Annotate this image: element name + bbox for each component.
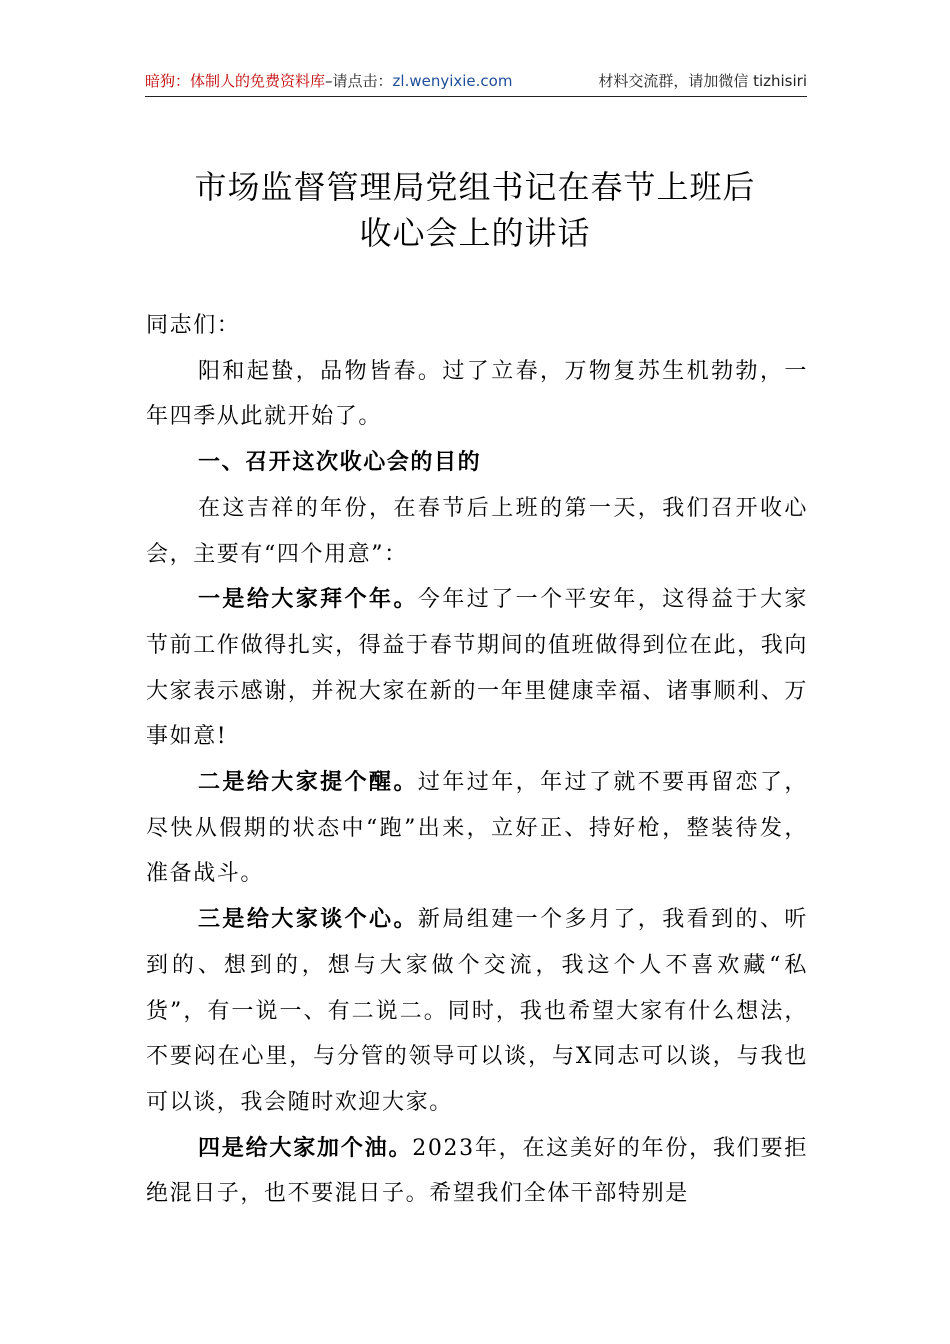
paragraph-opening: 阳和起蛰，品物皆春。过了立春，万物复苏生机勃勃，一年四季从此就开始了。 xyxy=(146,358,808,430)
document-title xyxy=(0,164,950,256)
title-line-2: 收心会上的讲话 xyxy=(359,214,591,252)
item-1-text: 今年过了一个平安年，这得益于大家节前工作做得扎实，得益于春节期间的值班做得到位在此，我向大家表示感谢，并祝大家在新的一年里健康幸福、诸事顺利、万事如意! xyxy=(146,587,808,750)
header-url-link[interactable]: zl.wenyixie.com xyxy=(392,72,513,90)
header-wechat-note: 材料交流群，请加微信 tizhisiri xyxy=(598,72,807,90)
item-3-text: 新局组建一个多月了，我看到的、听到的、想到的，想与大家做个交流，我这个人不喜欢藏“私货”，有一说一、有二说二。同时，我也希望大家有什么想法，不要闷在心里，与分管的领导可以谈，与X同志可以谈，与我也可以谈，我会随时欢迎大家。 xyxy=(146,907,808,1115)
header-brand: 暗狗：体制人的免费资料库 xyxy=(145,72,326,90)
paragraph-item-3 xyxy=(146,897,808,1126)
page-header-banner xyxy=(145,66,807,97)
document-body xyxy=(146,303,808,1217)
paragraph-item-2 xyxy=(146,760,808,897)
section-heading-1 xyxy=(146,440,808,486)
paragraph-purpose: 在这吉祥的年份，在春节后上班的第一天，我们召开收心会，主要有“四个用意”： xyxy=(146,495,808,567)
section-heading-1-text: 一、召开这次收心会的目的 xyxy=(198,449,482,476)
title-line-1: 市场监督管理局党组书记在春节上班后 xyxy=(194,168,756,206)
item-4-lead: 四是给大家加个油。 xyxy=(198,1134,413,1161)
item-4-text: 2023年，在这美好的年份，我们要拒绝混日子，也不要混日子。希望我们全体干部特别是 xyxy=(146,1135,808,1207)
item-2-text: 过年过年，年过了就不要再留恋了，尽快从假期的状态中“跑”出来，立好正、持好枪，整装待发，准备战斗。 xyxy=(146,770,808,887)
item-2-lead: 二是给大家提个醒。 xyxy=(198,769,418,796)
item-1-lead: 一是给大家拜个年。 xyxy=(198,586,418,613)
header-click-label: –请点击： xyxy=(325,72,393,90)
paragraph-item-4 xyxy=(146,1126,808,1217)
paragraph-item-1 xyxy=(146,577,808,760)
salutation: 同志们： xyxy=(146,313,241,338)
item-3-lead: 三是给大家谈个心。 xyxy=(198,906,418,933)
